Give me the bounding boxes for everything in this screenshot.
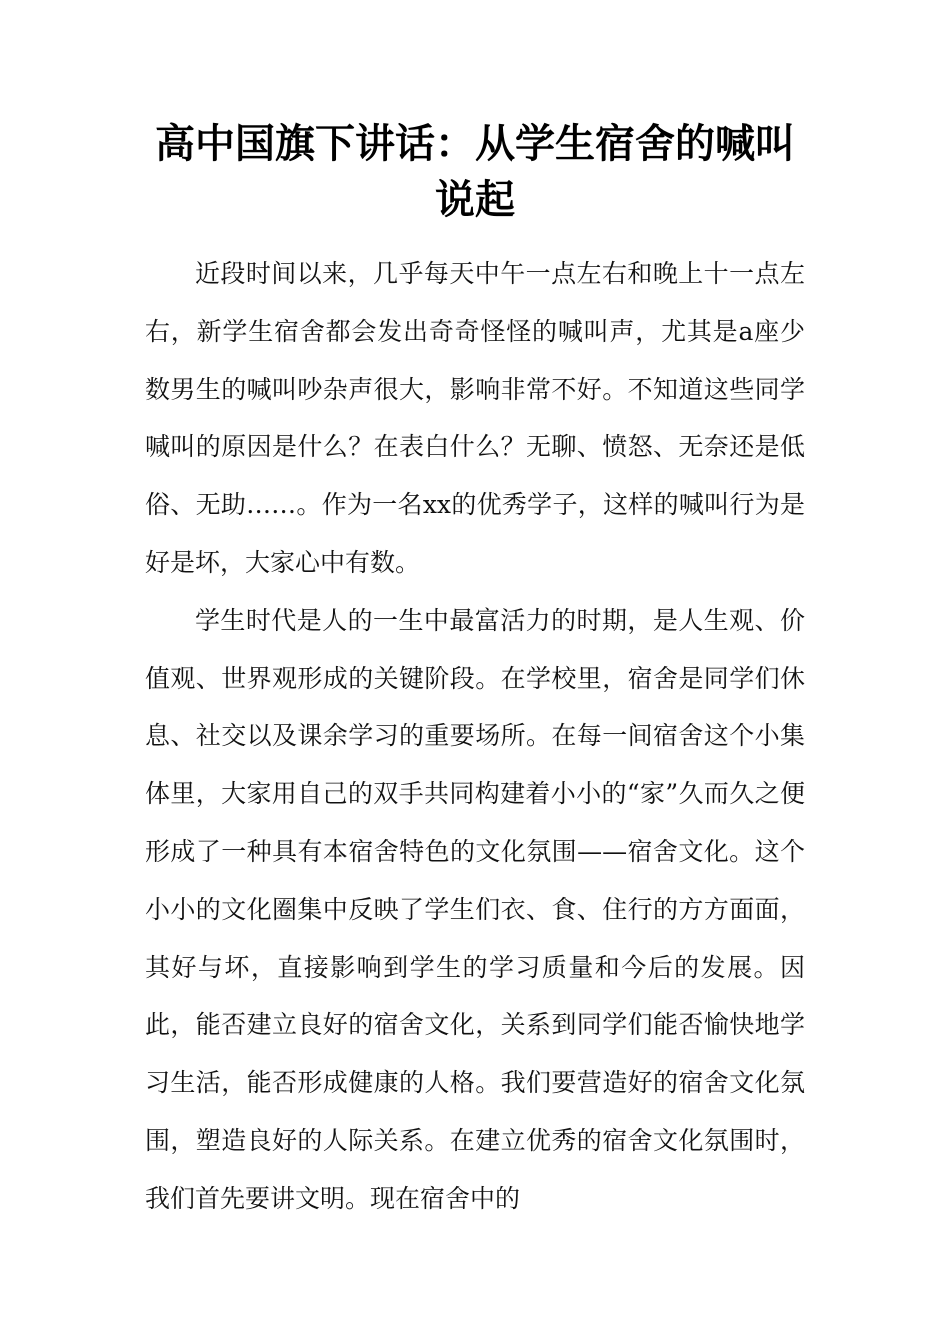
paragraph-1: 近段时间以来，几乎每天中午一点左右和晚上十一点左右，新学生宿舍都会发出奇奇怪怪的喊叫声，尤其是a座少数男生的喊叫吵杂声很大，影响非常不好。不知道这些同学喊叫的原因是什么？在表白什么？无聊、愤怒、无奈还是低俗、无助……。作为一名xx的优秀学子，这样的喊叫行为是好是坏，大家心中有数。 xyxy=(145,259,805,577)
paragraph-2: 学生时代是人的一生中最富活力的时期，是人生观、价值观、世界观形成的关键阶段。在学校里，宿舍是同学们休息、社交以及课余学习的重要场所。在每一间宿舍这个小集体里，大家用自己的双手共同构建着小小的“家”久而久之便形成了一种具有本宿舍特色的文化氛围——宿舍文化。这个小小的文化圈集中反映了学生们衣、食、住行的方方面面，其好与坏，直接影响到学生的学习质量和今后的发展。因此，能否建立良好的宿舍文化，关系到同学们能否愉快地学习生活，能否形成健康的人格。我们要营造好的宿舍文化氛围，塑造良好的人际关系。在建立优秀的宿舍文化氛围时，我们首先要讲文明。现在宿舍中的 xyxy=(145,605,805,1213)
document-title: 高中国旗下讲话：从学生宿舍的喊叫说起 xyxy=(155,120,795,223)
document-body xyxy=(145,245,805,1228)
